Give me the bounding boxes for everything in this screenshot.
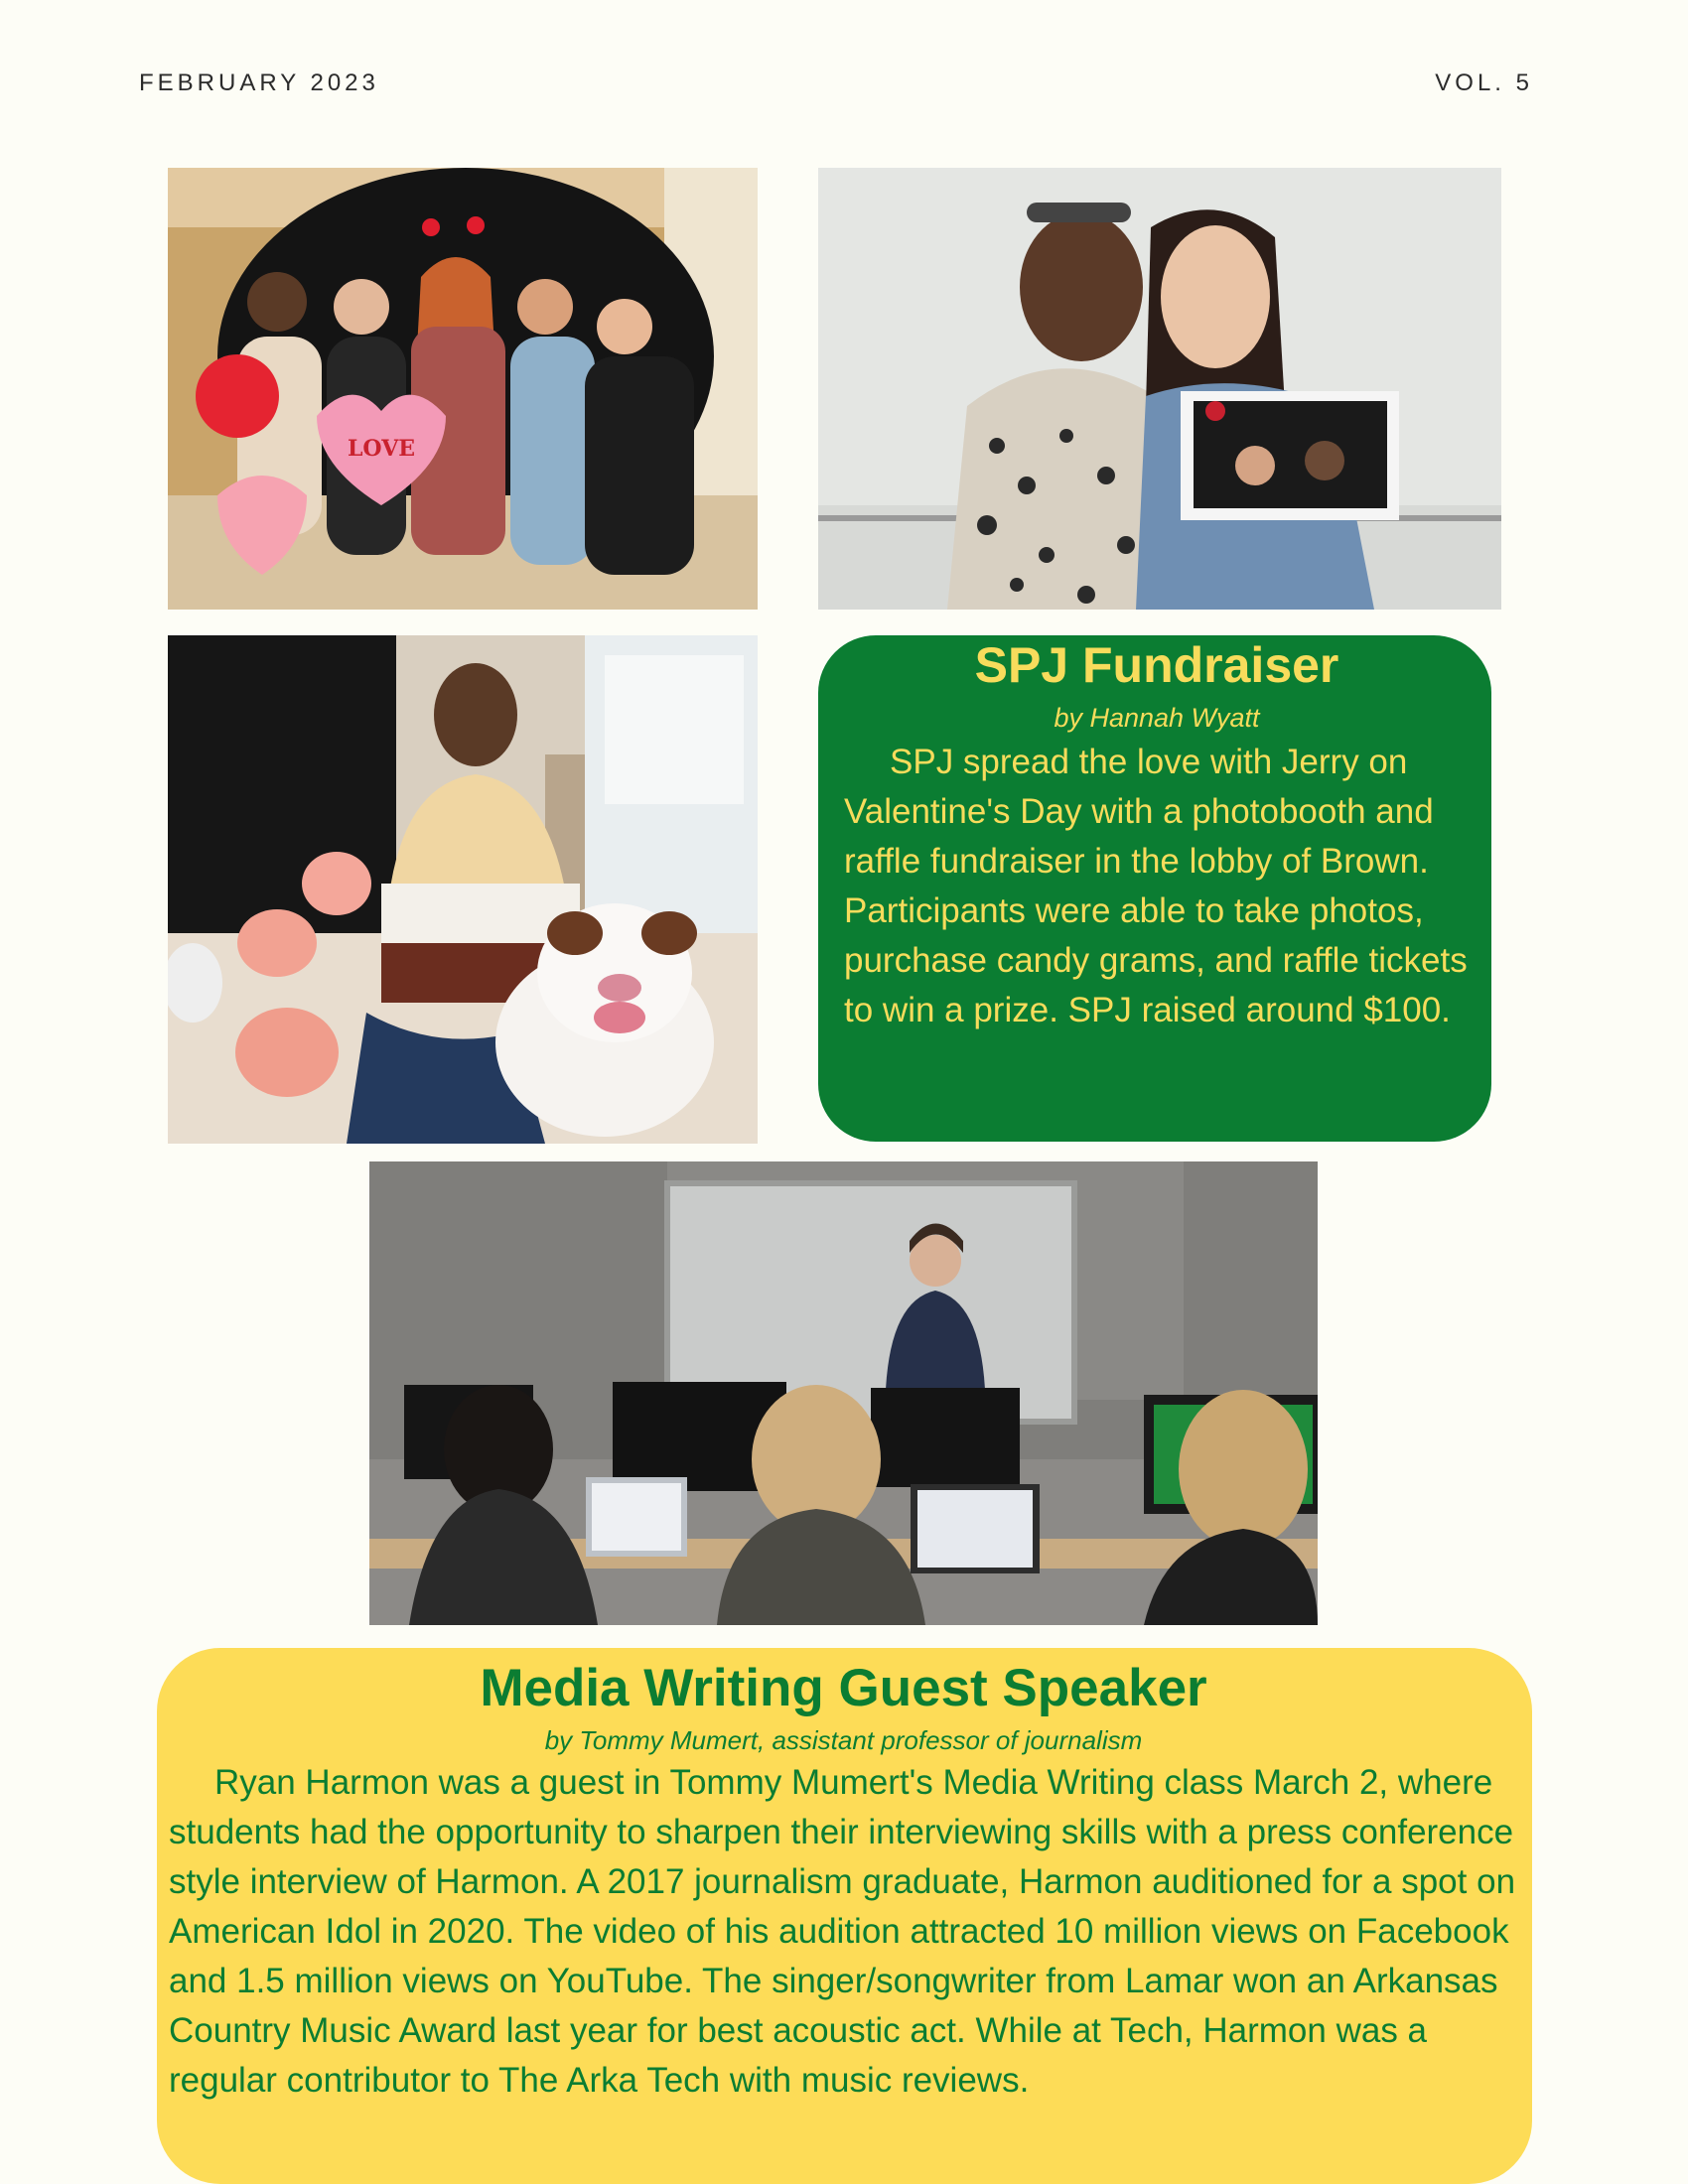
newsletter-volume: VOL. 5 [1435,69,1533,96]
article-title: SPJ Fundraiser [974,637,1339,693]
article-title: Media Writing Guest Speaker [480,1659,1207,1717]
newsletter-date: FEBRUARY 2023 [139,69,379,96]
spj-fundraiser-article [818,635,1491,1142]
classroom-guest-speaker-photo [369,1161,1318,1625]
student-with-bulldog-photo [168,635,758,1144]
love-sign-text: LOVE [347,436,416,462]
article-body: SPJ spread the love with Jerry on Valentine's Day with a photobooth and raffle fundraiser in the lobby of Brown. Participants were able to take photos, purchase candy grams, and raffle tickets to win a prize. SPJ raised around $100. [844,743,1468,1029]
two-friends-polaroid-photo [818,168,1501,610]
article-body: Ryan Harmon was a guest in Tommy Mumert's Media Writing class March 2, where students had the opportunity to sharpen their interviewing skills with a press conference style interview of Harmon. A 2017 journalism graduate, Harmon auditioned for a spot on American Idol in 2020. The video of his audition attracted 10 million views on Facebook and 1.5 million views on YouTube. The singer/songwriter from Lamar won an Arkansas Country Music Award last year for best acoustic act. While at Tech, Harmon was a regular contributor to The Arka Tech with music reviews. [169,1763,1516,2100]
guest-speaker-article [157,1648,1532,2184]
photobooth-group-photo [168,168,758,610]
article-byline: by Hannah Wyatt [1054,703,1260,733]
article-byline: by Tommy Mumert, assistant professor of journalism [544,1725,1143,1755]
